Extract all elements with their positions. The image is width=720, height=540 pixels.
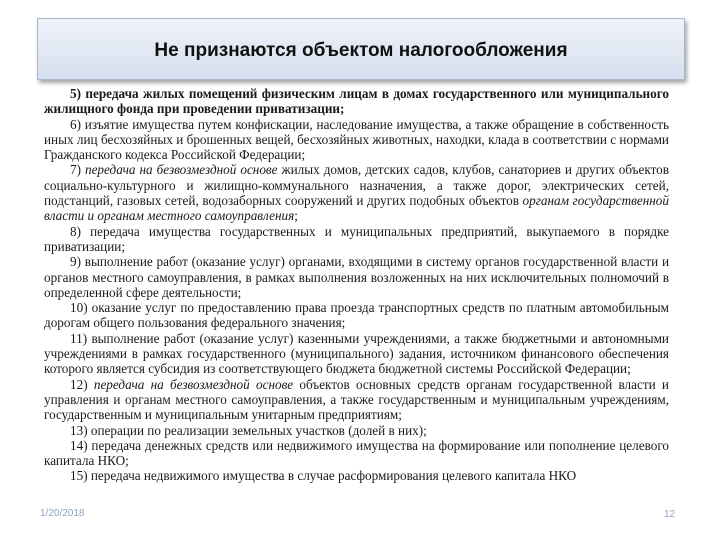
list-item-8: 8) передача имущества государственных и муниципальных предприятий, выкупаемого в порядке приватизации;: [44, 223, 669, 254]
list-item-9: 9) выполнение работ (оказание услуг) органами, входящими в систему органов государственной власти и органов местного самоуправления, в рамках выполнения возложенных на них исключительных полномочий в определенной сфере деятельности;: [44, 254, 669, 300]
item-7-text: жилых домов, детских садов, клубов, санаториев и других объектов социально-культурного и жилищно-коммунального назначения, а также дорог, электрических сетей, подстанций, газовых сетей, водозаборных сооружений и других подобных объектов: [44, 162, 669, 209]
item-7-italic-phrase: передача на безвозмездной основе: [84, 162, 278, 178]
footer-page-number: 12: [664, 509, 676, 520]
list-item-11: 11) выполнение работ (оказание услуг) казенными учреждениями, а также бюджетными и автономными учреждениями в рамках государственного (муниципального) задания, источником финансового обеспечения которого является субсидия из соответствующего бюджета бюджетной системы Российской Федерации;: [44, 330, 669, 377]
slide-title: Не признаются объектом налогообложения: [154, 40, 568, 61]
item-7-italic-authorities: органам государственной власти и органам местного самоуправления: [44, 193, 669, 224]
list-item-10: 10) оказание услуг по предоставлению права проезда транспортных средств по платным автомобильным дорогам общего пользования федерального значения;: [44, 300, 669, 331]
item-12-text: объектов основных средств органам государственной власти и управления и органам местного самоуправления, а также государственным и муниципальным учреждениям, государственным и муниципальным унитарным предприятиям;: [44, 376, 669, 423]
item-7-number: 7): [70, 162, 85, 178]
list-item-12: [44, 377, 669, 423]
item-7-end: ;: [294, 208, 298, 224]
list-item-13: 13) операции по реализации земельных участков (долей в них);: [70, 422, 427, 438]
list-item-14: 14) передача денежных средств или недвижимого имущества на формирование или пополнение целевого капитала НКО;: [44, 437, 669, 469]
item-12-number: 12): [70, 376, 94, 392]
list-item-5: 5) передача жилых помещений физическим лицам в домах государственного или муниципального жилищного фонда при проведении приватизации;: [44, 86, 669, 117]
list-item-7: [44, 162, 669, 223]
list-item-15: 15) передача недвижимого имущества в случае расформирования целевого капитала НКО: [70, 468, 577, 484]
slide-body: [44, 86, 669, 484]
item-12-italic-phrase: передача на безвозмездной основе: [93, 376, 294, 392]
footer-date: 1/20/2018: [40, 508, 85, 519]
slide-title-box: [37, 18, 685, 80]
list-item-6: 6) изъятие имущества путем конфискации, наследование имущества, а также обращение в собственность иных лиц бесхозяйных и брошенных вещей, бесхозяйных животных, находки, клада в соответствии с нормами Гражданского кодекса Российской Федерации;: [44, 116, 669, 163]
